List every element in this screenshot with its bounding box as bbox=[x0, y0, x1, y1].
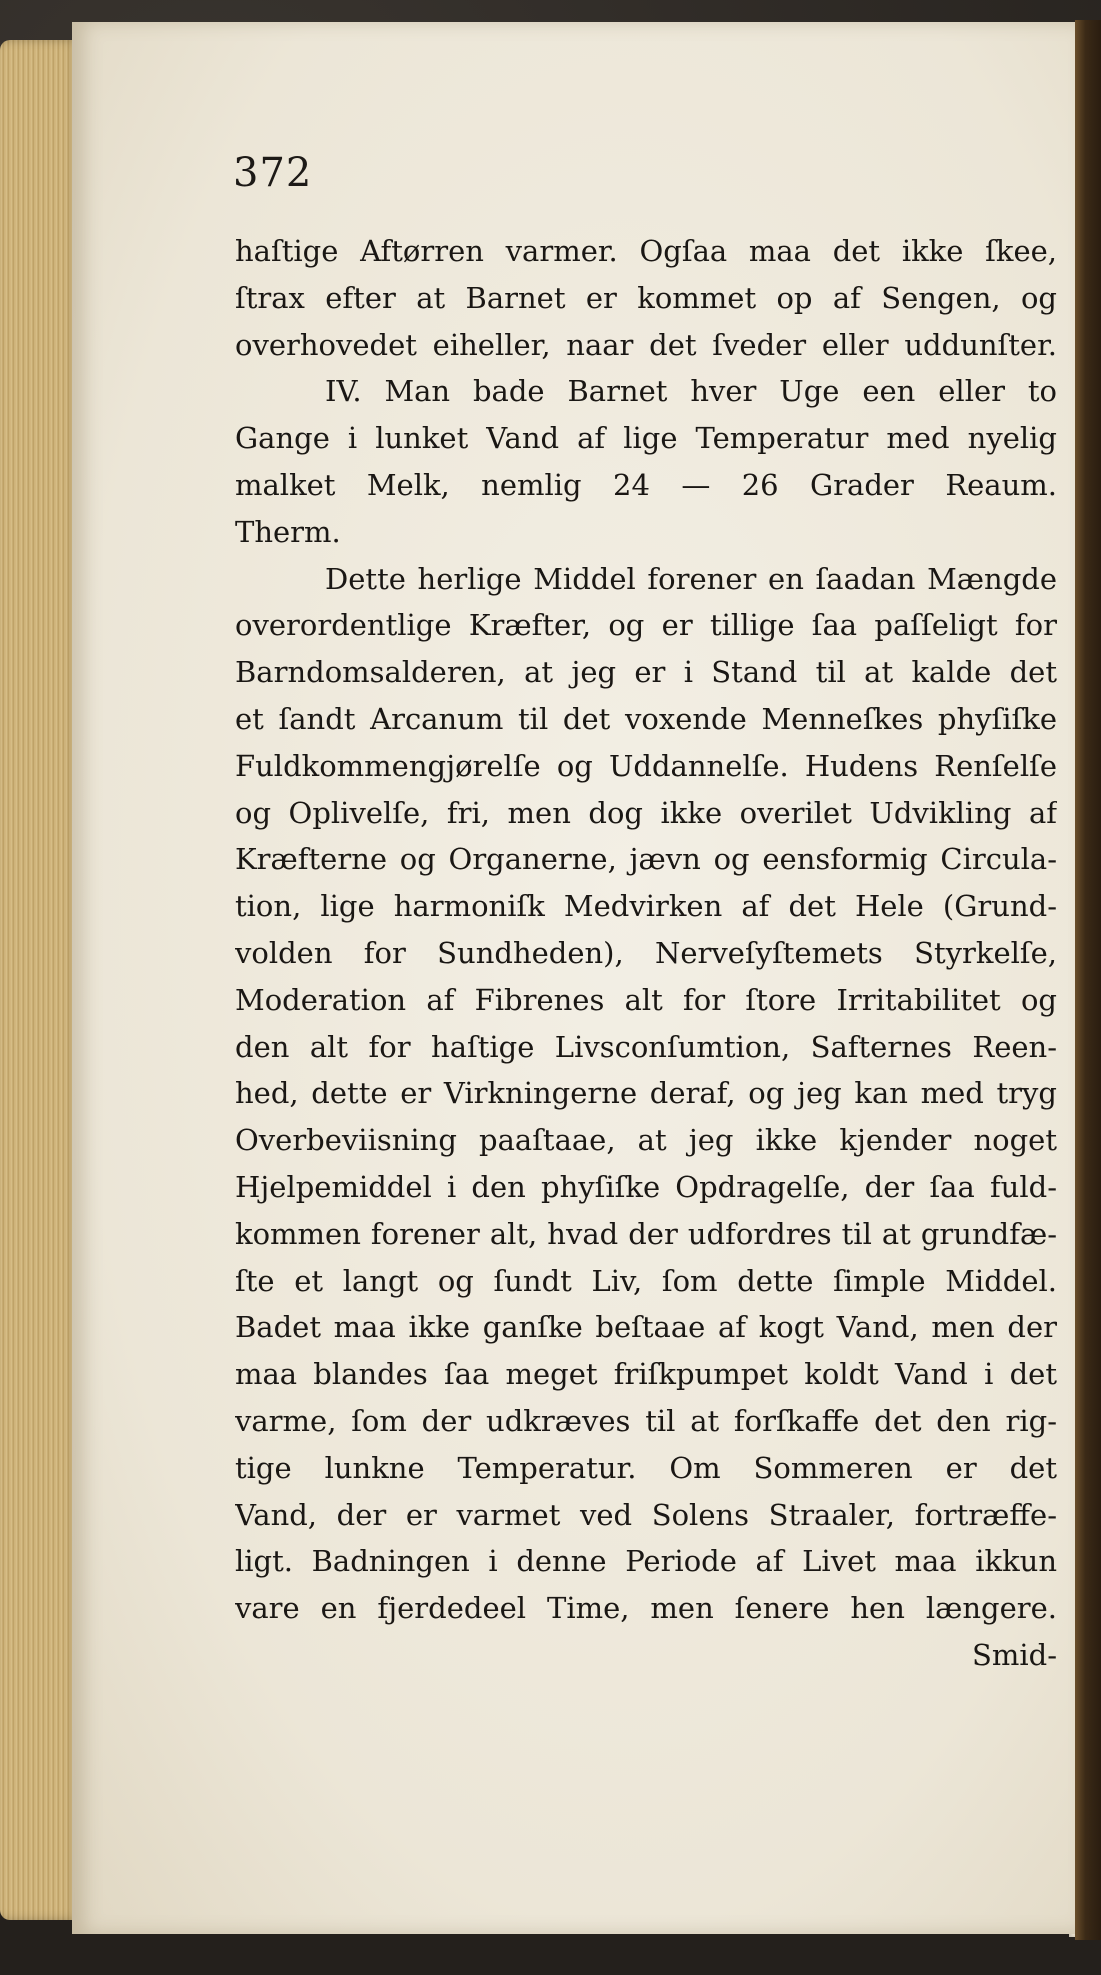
text-line: Barndomsalderen, at jeg er i Stand til at kalde det bbox=[235, 655, 1057, 690]
text-line: Badet maa ikke ganſke beſtaae af kogt Vand, men der bbox=[235, 1310, 1057, 1345]
text-line: overordentlige Kræfter, og er tillige ſaa paſſeligt for bbox=[235, 608, 1057, 643]
text-line: Kræfterne og Organerne, jævn og eensformig Circula- bbox=[235, 842, 1057, 877]
text-line: hed, dette er Virkningerne deraf, og jeg kan med tryg bbox=[235, 1076, 1057, 1111]
text-line: tige lunkne Temperatur. Om Sommeren er det bbox=[235, 1450, 1057, 1485]
page-edges bbox=[0, 40, 80, 1920]
book-binding bbox=[1075, 20, 1101, 1940]
text-line: volden for Sundheden), Nerveſyſtemets Styrkelſe, bbox=[235, 935, 1057, 970]
body-text bbox=[235, 228, 1057, 1679]
text-line: IV. Man bade Barnet hver Uge een eller to bbox=[325, 374, 1057, 409]
text-line: Vand, der er varmet ved Solens Straaler, fortræffe- bbox=[235, 1497, 1057, 1532]
text-line: den alt for haſtige Livsconſumtion, Safternes Reen- bbox=[235, 1029, 1057, 1064]
page-number: 372 bbox=[233, 150, 313, 196]
text-line: Dette herlige Middel forener en ſaadan Mængde bbox=[325, 561, 1057, 596]
text-line: haſtige Aftørren varmer. Ogſaa maa det ikke ſkee, bbox=[235, 234, 1057, 268]
text-line: overhovedet eiheller, naar det ſveder eller uddunſter. bbox=[235, 327, 1057, 362]
text-line: Therm. bbox=[235, 514, 341, 549]
text-line: ligt. Badningen i denne Periode af Livet maa ikkun bbox=[235, 1544, 1057, 1579]
text-line: ſtrax efter at Barnet er kommet op af Sengen, og bbox=[235, 280, 1057, 315]
text-line: Moderation af Fibrenes alt for ſtore Irritabilitet og bbox=[235, 982, 1057, 1017]
text-line: et ſandt Arcanum til det voxende Menneſkes phyſiſke bbox=[235, 701, 1057, 736]
text-line: tion, lige harmoniſk Medvirken af det Hele (Grund- bbox=[235, 889, 1057, 924]
text-line: Hjelpemiddel i den phyſiſke Opdragelſe, der ſaa fuld- bbox=[235, 1169, 1057, 1204]
text-line: maa blandes ſaa meget friſkpumpet koldt Vand i det bbox=[235, 1357, 1057, 1392]
text-line: kommen forener alt, hvad der udfordres til at grundfæ- bbox=[235, 1216, 1057, 1251]
text-line: varme, ſom der udkræves til at forſkaffe det den rig- bbox=[235, 1403, 1057, 1438]
text-line: og Oplivelſe, fri, men dog ikke overilet Udvikling af bbox=[235, 795, 1057, 830]
text-line: vare en fjerdedeel Time, men ſenere hen længere. bbox=[235, 1591, 1057, 1626]
text-line: Gange i lunket Vand af lige Temperatur med nyelig bbox=[235, 421, 1057, 456]
text-line: malket Melk, nemlig 24 — 26 Grader Reaum. bbox=[235, 467, 1057, 502]
text-line: Fuldkommengjørelſe og Uddannelſe. Hudens Renſelſe bbox=[235, 748, 1057, 783]
catchword: Smid- bbox=[971, 1637, 1057, 1672]
text-line: Overbeviisning paaſtaae, at jeg ikke kjender noget bbox=[235, 1123, 1057, 1158]
text-line: ſte et langt og ſundt Liv, ſom dette ſimple Middel. bbox=[235, 1263, 1057, 1298]
